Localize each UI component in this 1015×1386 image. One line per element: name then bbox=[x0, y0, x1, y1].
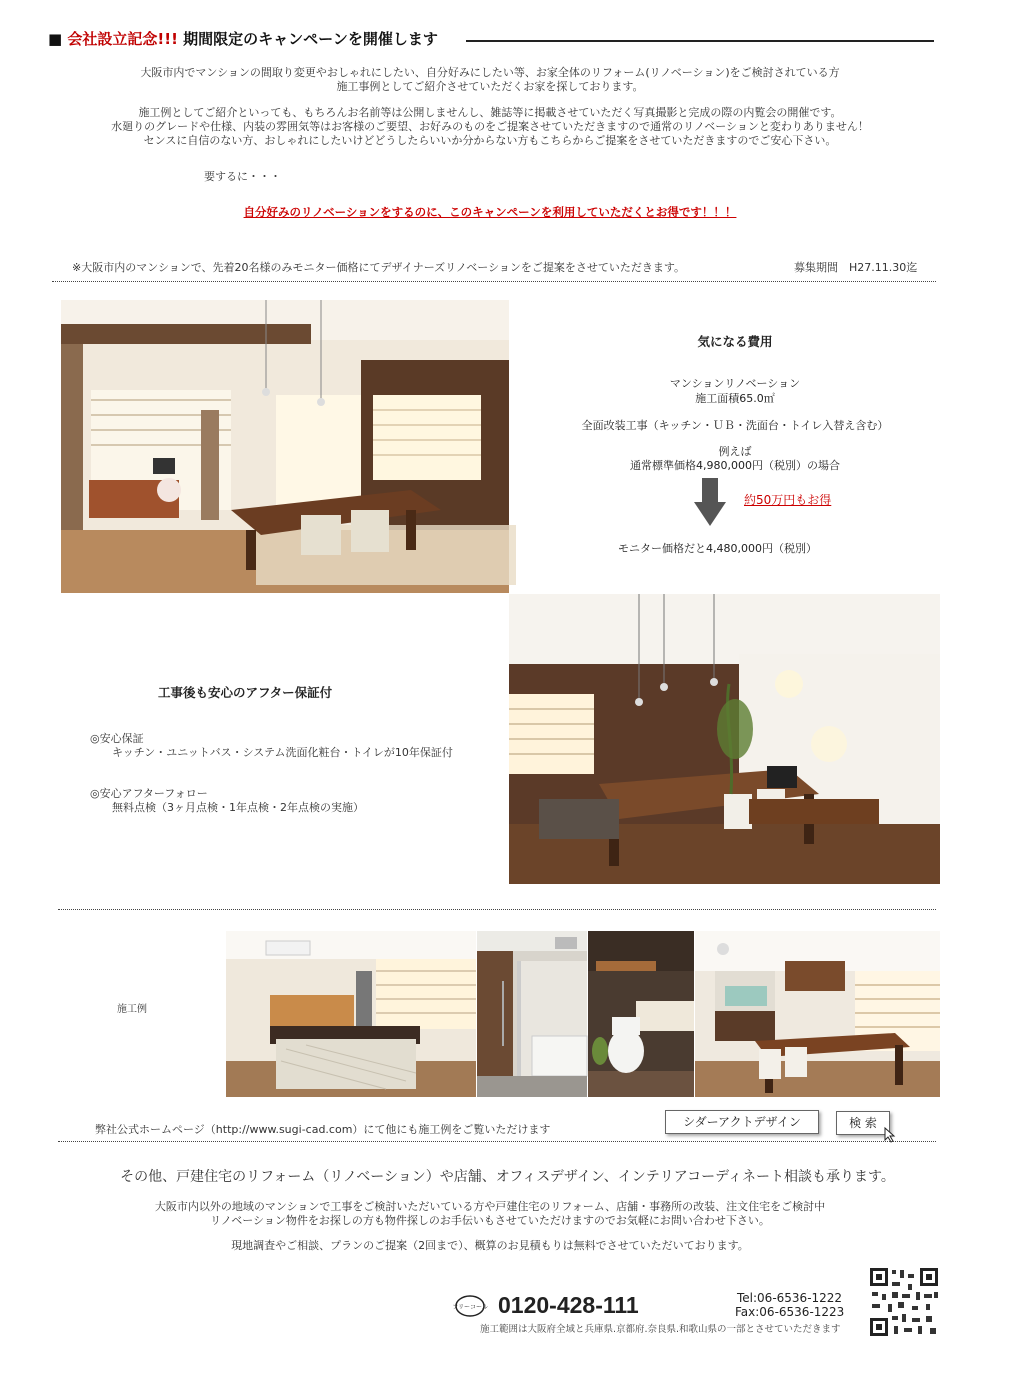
warranty-item-2-title: ◎安心アフターフォロー bbox=[90, 787, 208, 800]
cost-line-3: 全面改装工事（キッチン・ＵＢ・洗面台・トイレ入替え含む） bbox=[581, 419, 889, 432]
recruitment-period: 募集期間 H27.11.30迄 bbox=[794, 261, 918, 274]
intro-line: 大阪市内でマンションの間取り変更やおしゃれにしたい、自分好みにしたい等、お家全体のリフォーム(リノベーション)をご検討されている方 bbox=[140, 66, 840, 79]
down-arrow-icon bbox=[694, 478, 726, 530]
warranty-item-2-desc: 無料点検（3ヶ月点検・1年点検・2年点検の実施） bbox=[112, 801, 364, 814]
cost-title: 気になる費用 bbox=[697, 334, 773, 349]
intro-line: 施工例としてご紹介といっても、もちろんお名前等は公開しませんし、雑誌等に掲載させていただく写真撮影と完成の際の内覧会の開催です。 bbox=[138, 106, 842, 119]
qr-code-icon bbox=[868, 1266, 940, 1338]
kitchen-photo bbox=[695, 931, 940, 1097]
warranty-title: 工事後も安心のアフター保証付 bbox=[158, 685, 333, 700]
header-red-text: 会社設立記念!!! bbox=[67, 30, 178, 48]
intro-line: 水廻りのグレードや仕様、内装の雰囲気等はお客様のご要望、お好みのものをご提案させていただきますので通常のリノベーションと変わりありません！ bbox=[111, 120, 869, 133]
cost-line-2: 施工面積65.0㎡ bbox=[695, 392, 775, 405]
footer-free-note: 現地調査やご相談、プランのご提案（2回まで）、概算のお見積もりは無料でさせていただいております。 bbox=[231, 1239, 749, 1252]
header-title: 期間限定のキャンペーンを開催します bbox=[177, 30, 438, 48]
header-rule bbox=[466, 40, 934, 42]
intro-line: 施工事例としてご紹介させていただくお家を探しております。 bbox=[336, 80, 644, 93]
search-term-box[interactable]: シダーアクトデザイン bbox=[665, 1110, 819, 1134]
footer-divider bbox=[58, 1141, 936, 1142]
free-dial-number[interactable]: 0120-428-111 bbox=[498, 1292, 639, 1318]
warranty-item-1-title: ◎安心保証 bbox=[90, 732, 144, 745]
warranty-item-1-desc: キッチン・ユニットバス・システム洗面化粧台・トイレが10年保証付 bbox=[112, 746, 453, 759]
savings-text: 約50万円もお得 bbox=[744, 493, 832, 507]
notice-text: ※大阪市内のマンションで、先着20名様のみモニター価格にてデザイナーズリノベーションをご提案をさせていただきます。 bbox=[72, 261, 685, 274]
living-room-photo bbox=[61, 300, 509, 593]
toilet-photo bbox=[588, 931, 694, 1097]
homepage-text: 弊社公式ホームページ（http://www.sugi-cad.com）にて他にも施工例をご覧いただけます bbox=[95, 1123, 551, 1136]
cost-line-1: マンションリノベーション bbox=[669, 377, 801, 390]
intro-paragraph-2 bbox=[60, 106, 920, 148]
bathroom-photo bbox=[477, 931, 587, 1097]
campaign-header bbox=[48, 28, 438, 49]
dining-room-photo bbox=[509, 594, 940, 884]
notice-divider bbox=[52, 281, 936, 282]
footer-line: 大阪市内以外の地域のマンションで工事をご検討いただいている方や戸建住宅のリフォーム、店舗・事務所の改装、注文住宅をご検討中 bbox=[154, 1200, 826, 1213]
header-square-icon: ■ bbox=[48, 30, 63, 48]
bedroom-photo bbox=[226, 931, 476, 1097]
search-button[interactable]: 検 索 bbox=[836, 1111, 890, 1135]
fax-number: Fax:06-6536-1223 bbox=[735, 1305, 845, 1319]
freedial-icon bbox=[452, 1295, 488, 1317]
footer-line: リノベーション物件をお探しの方も物件探しのお手伝いもさせていただけますのでお気軽にお問い合わせ下さい。 bbox=[210, 1214, 770, 1227]
footer-headline: その他、戸建住宅のリフォーム（リノベーション）や店舗、オフィスデザイン、インテリアコーディネート相談も承ります。 bbox=[120, 1169, 895, 1185]
examples-divider bbox=[58, 909, 936, 910]
freedial-mark-text: フリーコール bbox=[452, 1304, 488, 1311]
cost-line-4: 例えば bbox=[718, 445, 752, 458]
examples-label: 施工例 bbox=[117, 1004, 147, 1015]
campaign-highlight: 自分好みのリノベーションをするのに、このキャンペーンを利用していただくとお得です！！！ bbox=[243, 205, 737, 219]
intro-line: センスに自信のない方、おしゃれにしたいけどどうしたらいいか分からない方もこちらからご提案をさせていただきますのでご安心下さい。 bbox=[143, 134, 837, 147]
summary-label: 要するに・・・ bbox=[204, 170, 281, 183]
monitor-price: モニター価格だと4,480,000円（税別） bbox=[618, 542, 817, 555]
cost-line-5: 通常標準価格4,980,000円（税別）の場合 bbox=[630, 459, 840, 472]
tel-number: Tel:06-6536-1222 bbox=[737, 1291, 843, 1305]
intro-paragraph-1 bbox=[60, 66, 920, 94]
footer-paragraph bbox=[60, 1200, 920, 1228]
service-area: 施工範囲は大阪府全域と兵庫県.京都府.奈良県.和歌山県の一部とさせていただきます bbox=[480, 1324, 841, 1335]
cursor-icon bbox=[885, 1127, 895, 1146]
